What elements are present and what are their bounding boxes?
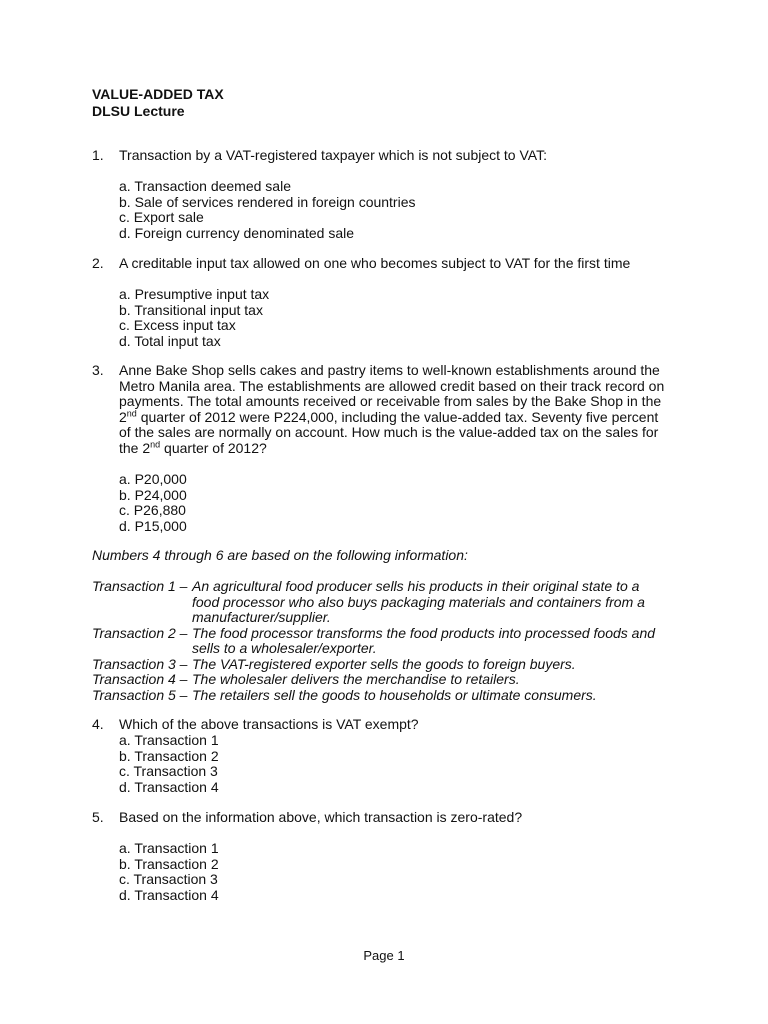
transaction-line: The wholesaler delivers the merchandise to retailers. (192, 671, 520, 687)
page-number: Page 1 (363, 948, 405, 963)
transaction-1 (92, 579, 692, 626)
transaction-line: The food processor transforms the food products into processed foods and (192, 624, 656, 641)
transaction-5 (92, 688, 692, 704)
option-a: a. P20,000 (119, 471, 187, 487)
option-b: b. Sale of services rendered in foreign countries (119, 193, 416, 210)
option-d: d. Foreign currency denominated sale (119, 224, 355, 241)
option-b: b. Transaction 2 (119, 855, 219, 872)
question-5 (92, 810, 692, 826)
question-2-options (119, 287, 269, 349)
transaction-label: Transaction 2 – (92, 624, 188, 641)
option-b: b. Transaction 2 (119, 747, 219, 764)
question-text: Which of the above transactions is VAT exempt? (119, 716, 419, 732)
question-line: the 2nd quarter of 2012? (119, 438, 267, 456)
question-5-options (119, 841, 219, 903)
transaction-line: The VAT-registered exporter sells the goods to foreign buyers. (192, 655, 576, 672)
question-line: of the sales are normally on account. How much is the value-added tax on the sales for (119, 424, 659, 440)
option-d: d. Transaction 4 (119, 778, 219, 795)
option-b: b. Transitional input tax (119, 301, 263, 318)
option-c: c. Transaction 3 (119, 763, 218, 779)
transaction-label: Transaction 3 – (92, 655, 188, 672)
option-c: c. Excess input tax (119, 317, 236, 333)
transaction-label: Transaction 1 – (92, 578, 188, 594)
transaction-line: sells to a wholesaler/exporter. (192, 640, 377, 656)
option-d: d. Transaction 4 (119, 886, 219, 903)
transaction-line: The retailers sell the goods to households or ultimate consumers. (192, 686, 597, 703)
question-1-options (119, 179, 416, 241)
question-line: payments. The total amounts received or receivable from sales by the Bake Shop in the (119, 393, 662, 409)
transaction-3 (92, 657, 692, 673)
transaction-line: food processor who also buys packaging materials and containers from a (192, 593, 645, 610)
question-line: Anne Bake Shop sells cakes and pastry items to well-known establishments around the (119, 362, 660, 378)
question-4-options (119, 733, 219, 795)
question-line: Metro Manila area. The establishments are allowed credit based on their track record on (119, 377, 665, 394)
question-number: 2. (92, 255, 104, 271)
transaction-line: manufacturer/supplier. (192, 609, 331, 625)
question-text: Based on the information above, which transaction is zero-rated? (119, 809, 523, 825)
question-4 (92, 717, 692, 733)
question-3 (92, 363, 692, 456)
document-title: VALUE-ADDED TAX (92, 86, 224, 102)
option-c: c. Transaction 3 (119, 871, 218, 887)
option-b: b. P24,000 (119, 486, 187, 503)
option-a: a. Transaction 1 (119, 732, 219, 748)
transaction-line: An agricultural food producer sells his products in their original state to a (192, 578, 640, 594)
question-number: 5. (92, 809, 104, 825)
question-text (119, 363, 684, 456)
transaction-4 (92, 672, 692, 688)
option-c: c. Export sale (119, 209, 204, 225)
question-2 (92, 256, 692, 272)
transactions-list (92, 579, 692, 703)
question-line: 2nd quarter of 2012 were P224,000, including the value-added tax. Seventy five percent (119, 407, 659, 425)
option-d: d. Total input tax (119, 332, 221, 349)
transaction-label: Transaction 4 – (92, 671, 188, 687)
option-c: c. P26,880 (119, 502, 186, 518)
transaction-2 (92, 626, 692, 657)
info-intro: Numbers 4 through 6 are based on the following information: (92, 547, 468, 563)
document-subtitle: DLSU Lecture (92, 103, 185, 119)
option-a: a. Transaction 1 (119, 840, 219, 856)
question-1 (92, 148, 692, 164)
option-a: a. Presumptive input tax (119, 286, 270, 302)
question-number: 1. (92, 147, 104, 163)
question-text: Transaction by a VAT-registered taxpayer which is not subject to VAT: (119, 147, 547, 163)
option-a: a. Transaction deemed sale (119, 178, 291, 194)
transaction-label: Transaction 5 – (92, 686, 188, 703)
question-3-options (119, 472, 187, 534)
question-number: 3. (92, 362, 104, 378)
option-d: d. P15,000 (119, 517, 187, 534)
question-number: 4. (92, 716, 104, 732)
question-text: A creditable input tax allowed on one who becomes subject to VAT for the first time (119, 255, 631, 271)
